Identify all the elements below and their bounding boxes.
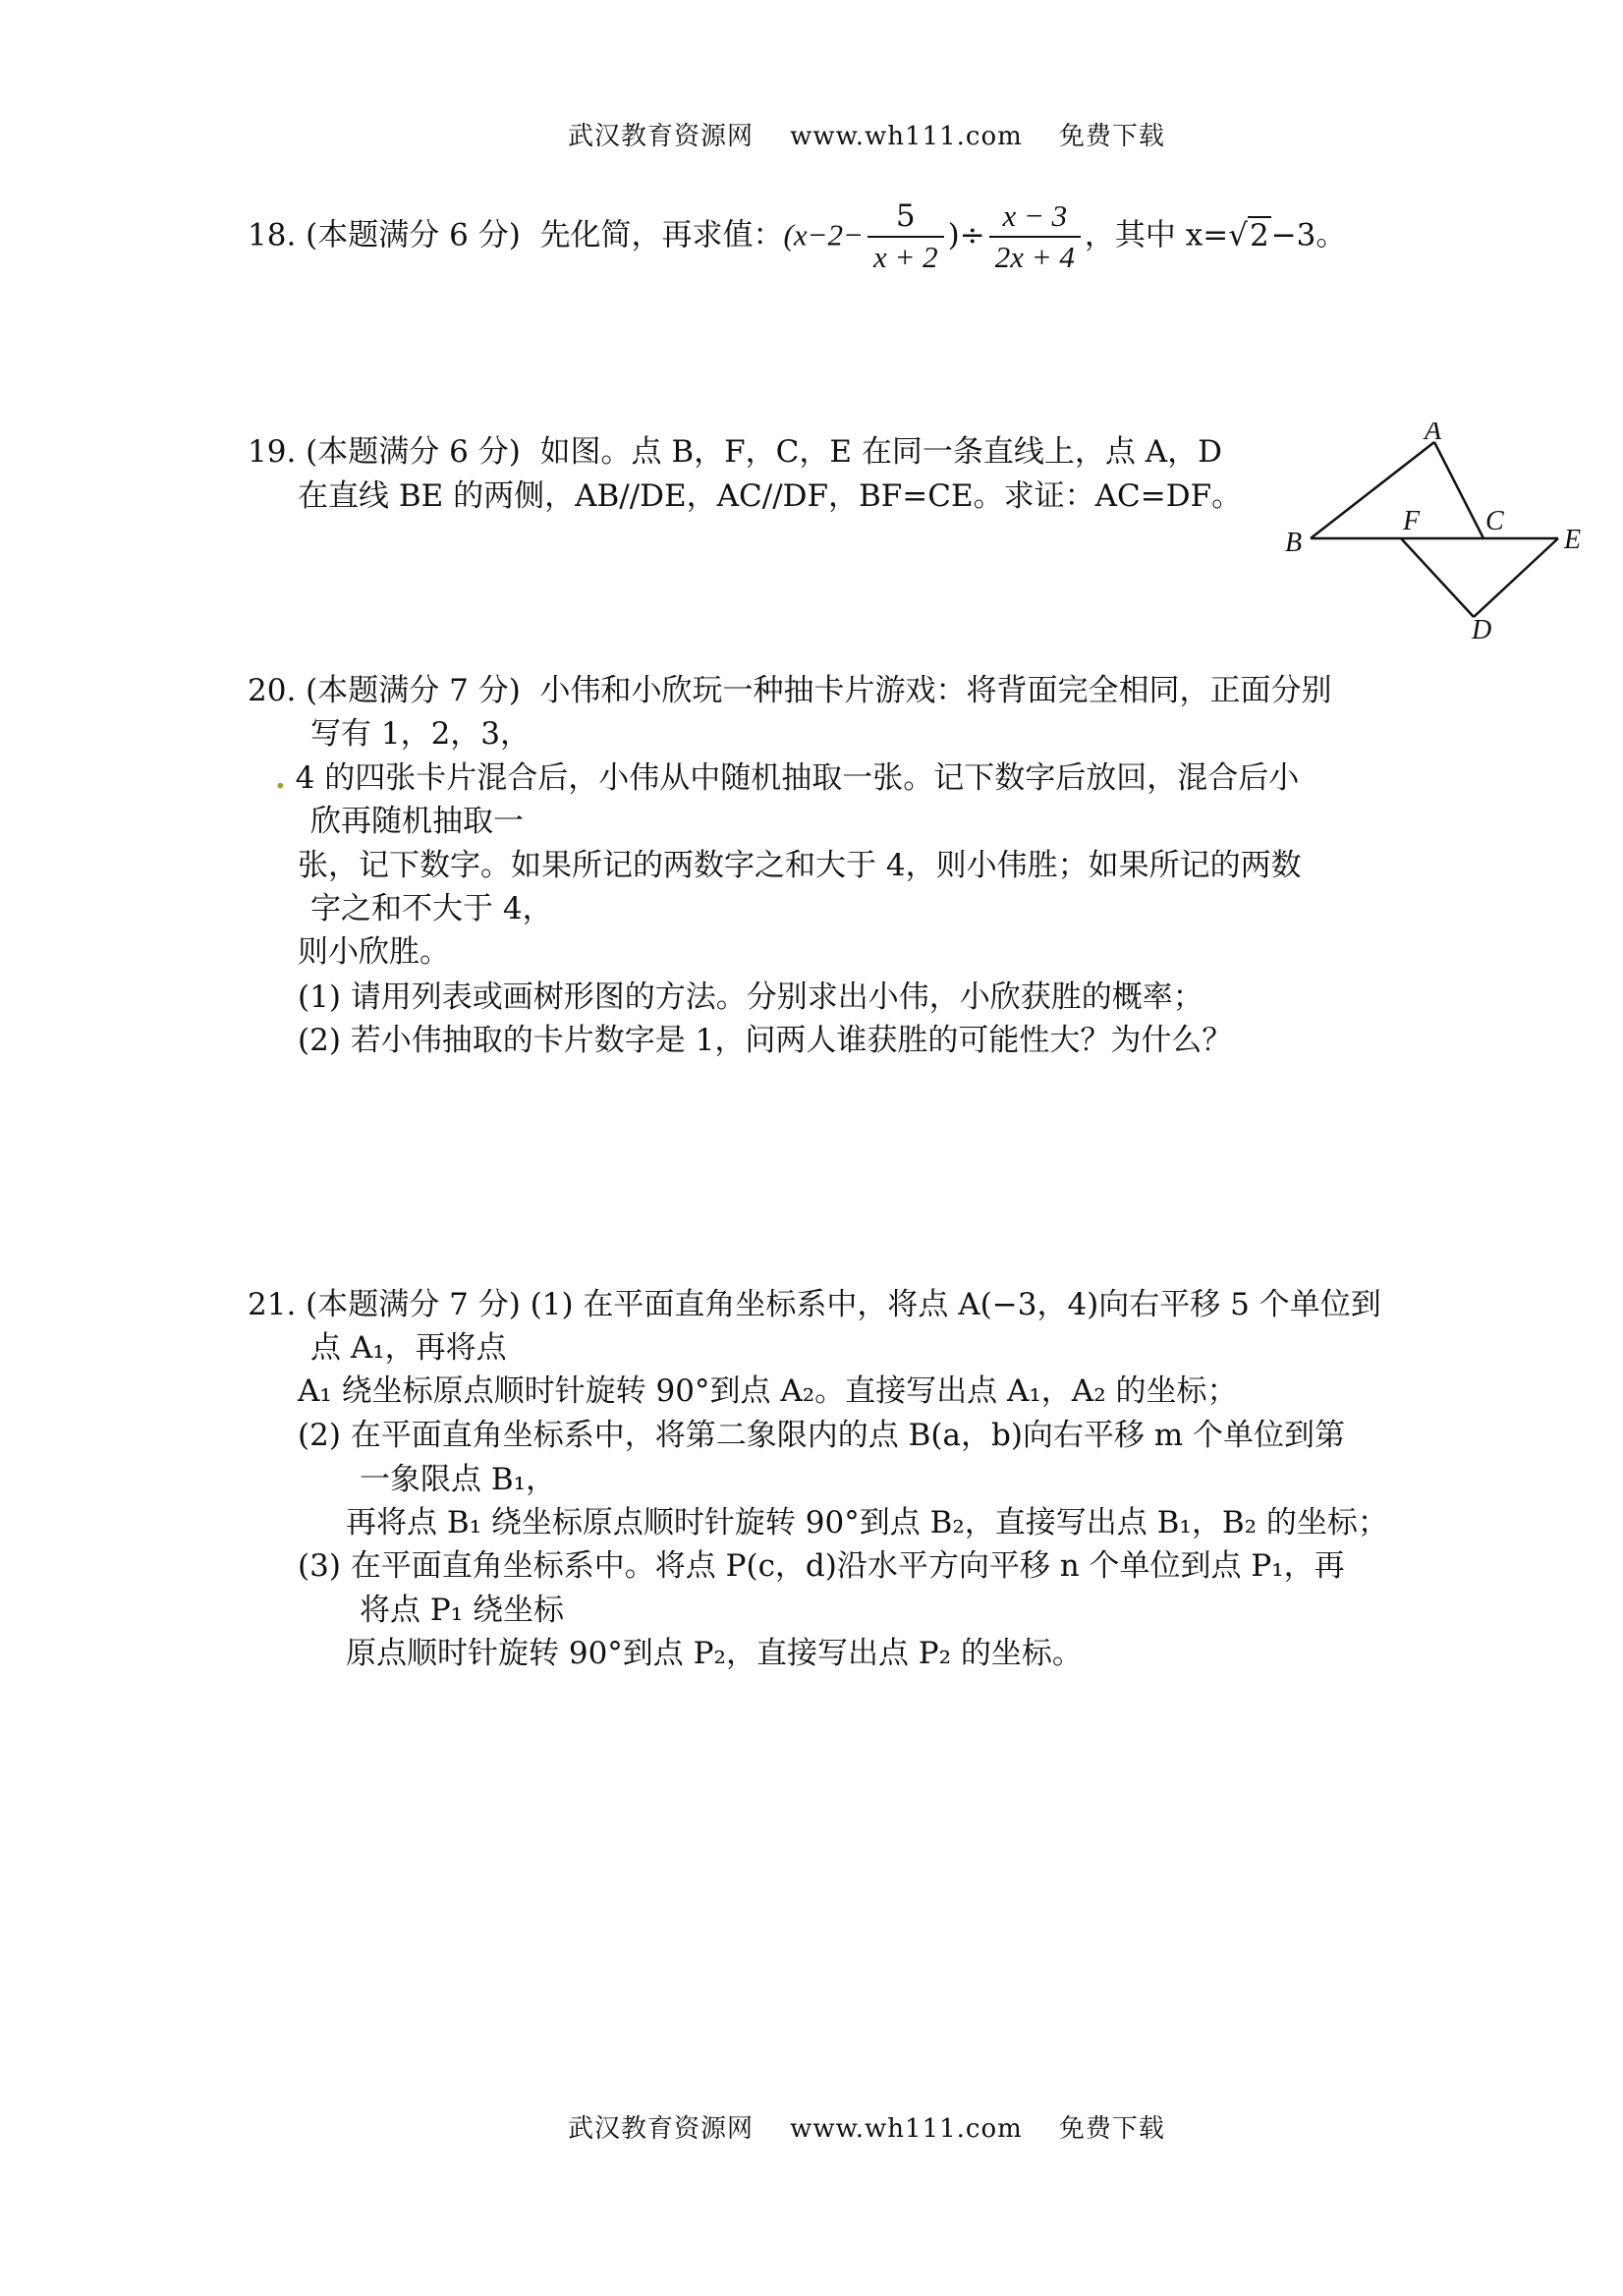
q19-line-1: 如图。点 B，F，C，E 在同一条直线上，点 A，D (539, 434, 1222, 470)
q20-line-6: 字之和不大于 4， (310, 891, 553, 926)
q18-number: 18. (248, 217, 297, 253)
sqrt-icon: √ (1228, 217, 1248, 253)
footer-site: 武汉教育资源网 (568, 2114, 755, 2144)
q18-fraction-2 (989, 196, 1081, 277)
segment-de (1474, 538, 1558, 617)
page-header (568, 116, 1165, 152)
q18-score: (本题满分 6 分) (306, 217, 521, 253)
q20-line-3-wrap (275, 756, 1299, 800)
segment-ac (1434, 442, 1483, 538)
q21-line-4: (2) 在平面直角坐标系中，将第二象限内的点 B(a，b)向右平移 m 个单位到第 (298, 1418, 1346, 1453)
q19-number: 19. (248, 434, 297, 470)
q20-score: (本题满分 7 分) (306, 673, 521, 708)
q21-line-5: 一象限点 B₁， (360, 1462, 557, 1497)
label-a: A (1425, 422, 1442, 446)
q18-f2-numerator: x − 3 (989, 196, 1081, 238)
q18-tail: −3。 (1270, 217, 1347, 253)
label-d: D (1472, 615, 1492, 645)
q21-line-6: 再将点 B₁ 绕坐标原点顺时针旋转 90°到点 B₂，直接写出点 B₁，B₂ 的坐标； (346, 1505, 1388, 1540)
q20-line-7: 则小欣胜。 (298, 934, 450, 970)
q21-score: (本题满分 7 分) (306, 1287, 521, 1322)
q18-sqrt-arg: 2 (1249, 217, 1269, 253)
q18-f1-numerator: 5 (867, 196, 944, 238)
question-20 (248, 669, 1332, 712)
q20-dot: . (275, 760, 286, 796)
footer-note: 免费下载 (1058, 2114, 1165, 2144)
q20-number: 20. (248, 673, 297, 708)
q18-open: (x−2− (783, 217, 864, 252)
label-e: E (1564, 525, 1582, 555)
q18-fraction-1 (867, 196, 944, 277)
q18-f1-denominator: x + 2 (872, 240, 938, 274)
question-18 (248, 196, 1346, 277)
label-f: F (1403, 506, 1421, 536)
q18-f2-denominator: 2x + 4 (994, 240, 1075, 274)
q21-line-1: (1) 在平面直角坐标系中，将点 A(−3，4)向右平移 5 个单位到 (530, 1287, 1381, 1322)
segment-fd (1401, 538, 1474, 617)
label-c: C (1485, 506, 1504, 536)
q20-line-1: 小伟和小欣玩一种抽卡片游戏：将背面完全相同，正面分别 (539, 673, 1332, 708)
q20-line-4: 欣再随机抽取一 (310, 804, 524, 839)
q21-number: 21. (248, 1287, 297, 1322)
q21-line-9: 原点顺时针旋转 90°到点 P₂，直接写出点 P₂ 的坐标。 (346, 1636, 1083, 1671)
q21-line-7: (3) 在平面直角坐标系中。将点 P(c，d)沿水平方向平移 n 个单位到点 P₁，再 (298, 1548, 1345, 1584)
q21-line-8: 将点 P₁ 绕坐标 (360, 1593, 564, 1628)
q19-score: (本题满分 6 分) (306, 434, 521, 470)
q20-sub-1: (1) 请用列表或画树形图的方法。分别求出小伟，小欣获胜的概率； (298, 980, 1203, 1015)
question-21 (248, 1283, 1381, 1326)
header-note: 免费下载 (1058, 122, 1165, 151)
q21-line-2: 点 A₁，再将点 (310, 1330, 507, 1366)
q18-intro: 先化简，再求值： (539, 217, 784, 253)
q20-line-5: 张，记下数字。如果所记的两数字之和大于 4，则小伟胜；如果所记的两数 (298, 848, 1302, 883)
q18-div: )÷ (947, 217, 985, 253)
q18-condition: ，其中 x= (1084, 217, 1229, 253)
page-footer (568, 2108, 1165, 2145)
footer-url[interactable]: www.wh111.com (790, 2114, 1023, 2144)
header-url[interactable]: www.wh111.com (790, 122, 1023, 151)
q20-line-2: 写有 1，2，3， (310, 716, 532, 752)
q19-figure (1277, 422, 1601, 648)
label-b: B (1285, 528, 1303, 558)
q20-sub-2: (2) 若小伟抽取的卡片数字是 1，问两人谁获胜的可能性大？为什么？ (298, 1023, 1233, 1058)
q19-line-2: 在直线 BE 的两侧，AB//DE，AC//DF，BF=CE。求证：AC=DF。 (298, 478, 1243, 514)
header-site: 武汉教育资源网 (568, 122, 755, 151)
q21-line-3: A₁ 绕坐标原点顺时针旋转 90°到点 A₂。直接写出点 A₁，A₂ 的坐标； (298, 1373, 1238, 1409)
q20-line-3: 4 的四张卡片混合后，小伟从中随机抽取一张。记下数字后放回，混合后小 (295, 760, 1300, 796)
question-19 (248, 430, 1222, 474)
